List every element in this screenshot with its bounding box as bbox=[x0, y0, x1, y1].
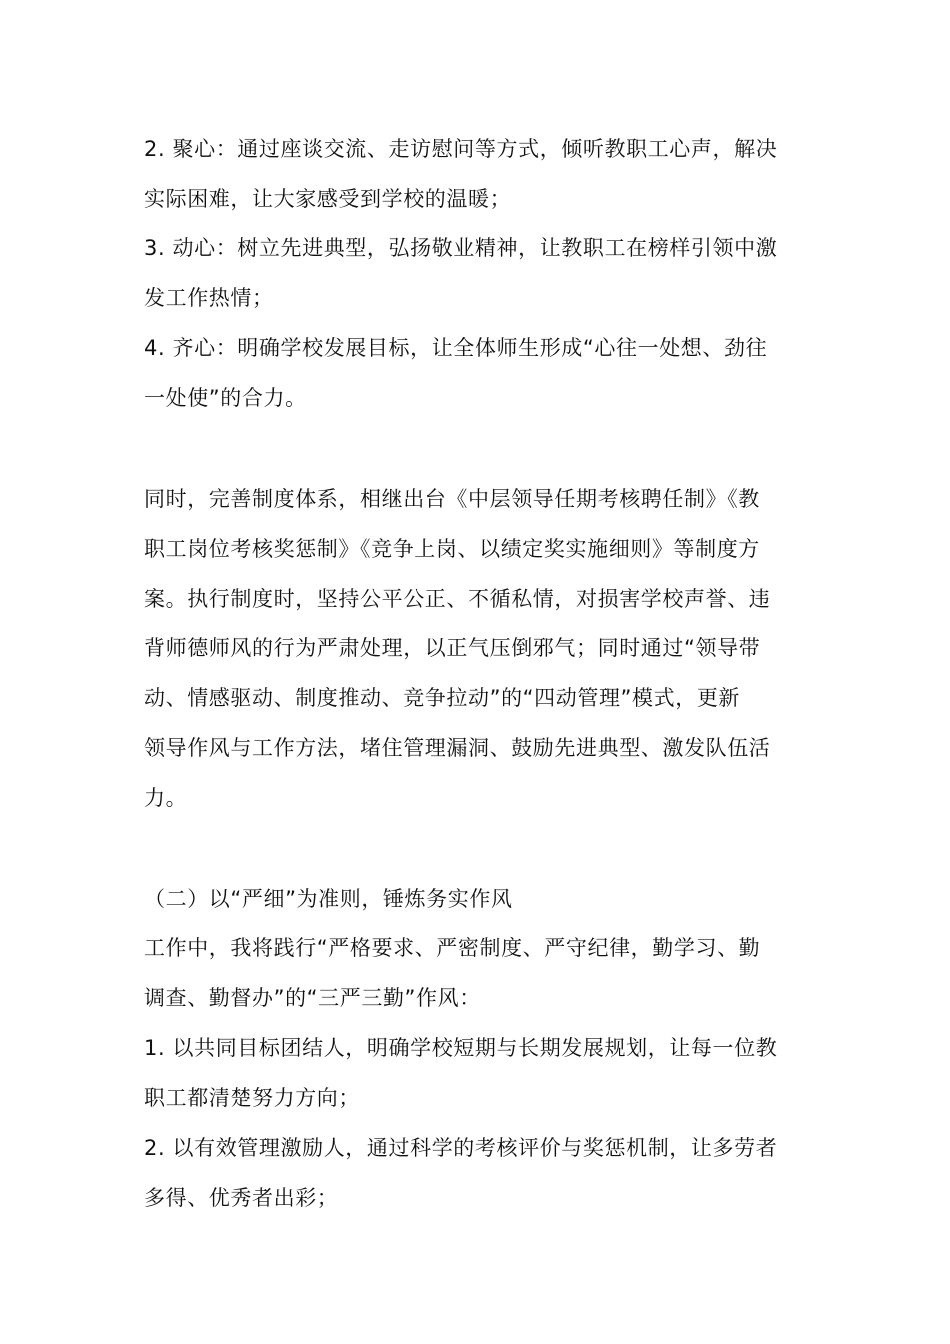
list-item-juxin-cont: 实际困难，让大家感受到学校的温暖； bbox=[144, 187, 512, 211]
list-item: 1. 以共同目标团结人，明确学校短期与长期发展规划，让每一位教 bbox=[144, 1036, 778, 1060]
paragraph-line: 调查、勤督办”的“三严三勤”作风： bbox=[144, 986, 481, 1010]
section-heading: （二）以“严细”为准则，锤炼务实作风 bbox=[144, 887, 513, 911]
paragraph-line: 动、情感驱动、制度推动、竞争拉动”的“四动管理”模式，更新 bbox=[144, 686, 741, 710]
paragraph-line: 职工岗位考核奖惩制》《竞争上岗、以绩定奖实施细则》等制度方 bbox=[144, 537, 760, 561]
list-item-qixin-cont: 一处使”的合力。 bbox=[144, 386, 307, 410]
paragraph-line: 背师德师风的行为严肃处理，以正气压倒邪气；同时通过“领导带 bbox=[144, 636, 761, 660]
paragraph-line: 工作中，我将践行“严格要求、严密制度、严守纪律，勤学习、勤 bbox=[144, 936, 761, 960]
document-page bbox=[144, 0, 814, 1344]
list-item-dongxin: 3. 动心：树立先进典型，弘扬敬业精神，让教职工在榜样引领中激 bbox=[144, 236, 778, 260]
list-item-juxin: 2. 聚心：通过座谈交流、走访慰问等方式，倾听教职工心声，解决 bbox=[144, 137, 778, 161]
paragraph-line: 力。 bbox=[144, 786, 188, 810]
paragraph-line: 领导作风与工作方法，堵住管理漏洞、鼓励先进典型、激发队伍活 bbox=[144, 736, 771, 760]
list-item-cont: 职工都清楚努力方向； bbox=[144, 1086, 360, 1110]
list-item-qixin: 4. 齐心：明确学校发展目标，让全体师生形成“心往一处想、劲往 bbox=[144, 336, 768, 360]
list-item: 2. 以有效管理激励人，通过科学的考核评价与奖惩机制，让多劳者 bbox=[144, 1136, 778, 1160]
paragraph-line: 同时，完善制度体系，相继出台《中层领导任期考核聘任制》《教 bbox=[144, 487, 760, 511]
paragraph-line: 案。执行制度时，坚持公平公正、不循私情，对损害学校声誉、违 bbox=[144, 587, 771, 611]
list-item-cont: 多得、优秀者出彩； bbox=[144, 1186, 339, 1210]
list-item-dongxin-cont: 发工作热情； bbox=[144, 286, 274, 310]
